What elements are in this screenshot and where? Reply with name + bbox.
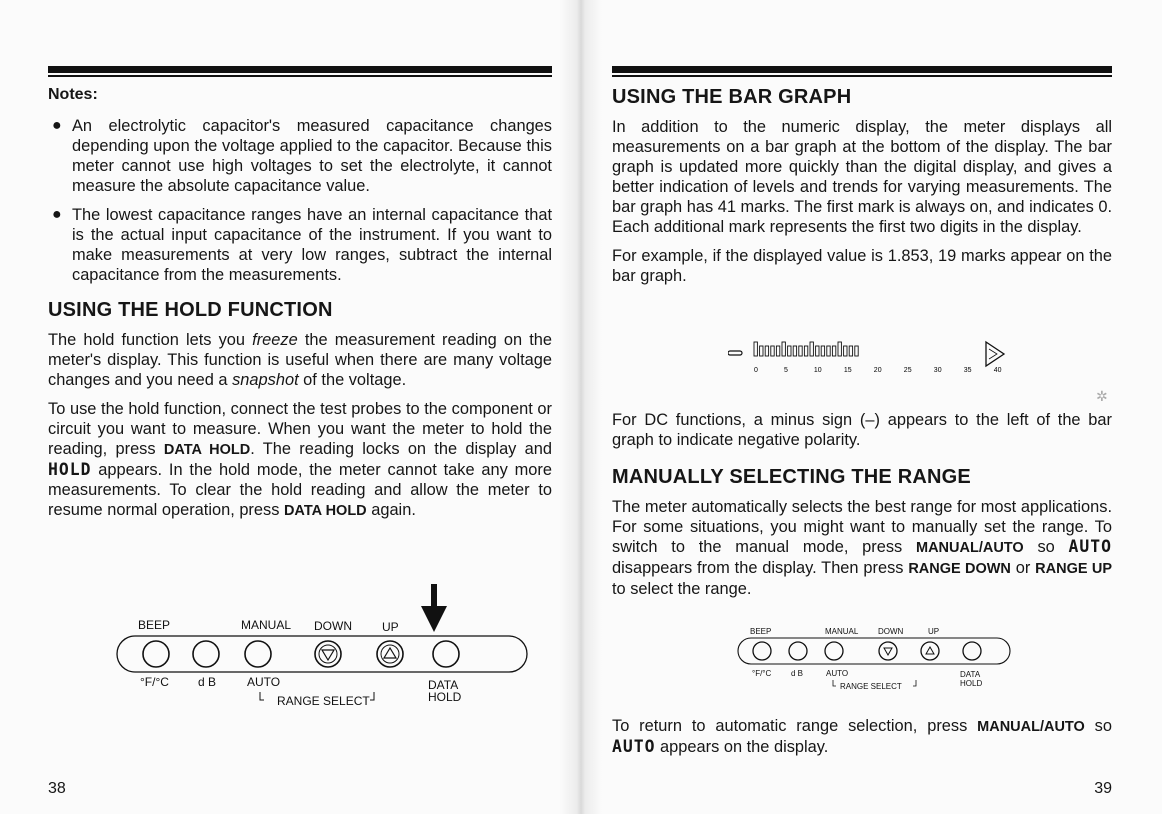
bar-mark	[804, 346, 807, 356]
button-panel-svg	[112, 582, 552, 712]
range-down-button[interactable]	[315, 641, 341, 667]
text-run: The meter automatically selects the best range for most applications. For some situations, you might want to manually set the range. To switch to the manual mode, press	[612, 498, 1112, 556]
label-auto: AUTO	[826, 669, 849, 678]
bar-mark	[816, 346, 819, 356]
notes-list	[48, 116, 552, 285]
left-content	[48, 86, 552, 530]
lcd-hold: HOLD	[48, 460, 92, 479]
left-page	[48, 0, 552, 814]
hold-function-heading: USING THE HOLD FUNCTION	[48, 299, 333, 321]
label-db: d B	[791, 669, 804, 678]
minus-sign-icon	[728, 351, 742, 355]
button-panel-small	[738, 622, 1018, 698]
header-rule	[48, 66, 552, 73]
page-number-left: 38	[48, 780, 66, 797]
bar-scale-label: 20	[873, 367, 882, 374]
manual-auto-button[interactable]	[245, 641, 271, 667]
text-run: appears. In the hold mode, the meter cannot take any more measurements. To clear the hold reading and allow the meter to resume normal operation, press	[48, 461, 552, 519]
range-up-button[interactable]	[921, 642, 939, 660]
range-paragraph-2	[612, 716, 1112, 757]
label-data: DATA	[428, 678, 459, 692]
bar-mark	[754, 342, 757, 356]
key-range-down: RANGE DOWN	[908, 561, 1011, 577]
label-up: UP	[382, 620, 399, 634]
hold-paragraph-1	[48, 330, 552, 390]
range-paragraph-1	[612, 497, 1112, 599]
bar-scale-label: 15	[843, 367, 852, 374]
data-hold-button[interactable]	[963, 642, 981, 660]
text-run: . The reading locks on the display and	[250, 440, 552, 458]
note-item	[48, 205, 552, 285]
label-up: UP	[928, 627, 940, 636]
text-run: disappears from the display. Then press	[612, 559, 909, 577]
bar-scale	[754, 367, 1002, 374]
text-run: of the voltage.	[298, 371, 407, 389]
label-hold: HOLD	[428, 690, 462, 704]
bar-scale-label: 0	[754, 367, 758, 374]
bar-paragraph-1: In addition to the numeric display, the meter displays all measurements on a bar graph at the bottom of the display. The bar graph is updated more quickly than the digital display, and gives a better indication of levels and trends for varying measurements. The bar graph has 41 marks. The first mark is always on, and indicates 0. Each additional mark represents the first two digits in the display.	[612, 118, 1112, 236]
label-auto: AUTO	[247, 675, 281, 689]
key-manual-auto: MANUAL/AUTO	[916, 540, 1024, 556]
db-beep-button[interactable]	[789, 642, 807, 660]
label-data: DATA	[960, 670, 981, 679]
right-content	[612, 86, 1112, 295]
triangle-down-icon	[322, 650, 334, 660]
text-run: or	[1010, 559, 1036, 577]
bar-mark	[788, 346, 791, 356]
note-text: The lowest capacitance ranges have an internal capacitance that is the actual input capacitance of the instrument. If you want to make measurements at very low ranges, subtract the internal capacitance from the measurements.	[72, 206, 552, 284]
bar-marks	[754, 342, 858, 356]
bar-mark	[855, 346, 858, 356]
bar-mark	[776, 346, 779, 356]
key-data-hold: DATA HOLD	[283, 503, 367, 519]
bar-graph-heading: USING THE BAR GRAPH	[612, 86, 852, 108]
page-gutter	[560, 0, 602, 814]
label-hold: HOLD	[960, 679, 983, 688]
bar-mark	[832, 346, 835, 356]
label-down: DOWN	[878, 627, 904, 636]
bar-scale-label: 25	[903, 367, 912, 374]
label-temp: °F/°C	[140, 675, 169, 689]
text-run: To return to automatic range selection, press	[612, 717, 978, 735]
label-range-select: RANGE SELECT	[277, 694, 370, 708]
bar-mark	[844, 346, 847, 356]
key-range-up: RANGE UP	[1035, 561, 1112, 577]
label-temp: °F/°C	[752, 669, 772, 678]
notes-heading: Notes:	[48, 86, 98, 103]
bar-mark	[810, 342, 813, 356]
bar-graph-figure	[728, 338, 1018, 395]
bar-mark	[771, 346, 774, 356]
bar-scale-label: 35	[963, 367, 972, 374]
header-rule	[612, 66, 1112, 73]
bullet-icon: ●	[52, 206, 62, 223]
button-panel-large	[112, 582, 552, 712]
bar-mark	[821, 346, 824, 356]
bar-mark	[849, 346, 852, 356]
note-item	[48, 116, 552, 196]
speck-mark: ✲	[1096, 388, 1108, 404]
button-panel-small-svg	[738, 622, 1018, 698]
overrange-arrow-icon	[986, 342, 1004, 366]
lcd-auto: AUTO	[1068, 537, 1113, 556]
bar-mark	[782, 342, 785, 356]
bar-mark	[793, 346, 796, 356]
range-down-button[interactable]	[879, 642, 897, 660]
bar-scale-label: 30	[933, 367, 942, 374]
triangle-up-icon	[384, 648, 396, 658]
page-number-right: 39	[1094, 780, 1112, 797]
bullet-icon: ●	[52, 117, 62, 134]
triangle-up-icon	[926, 647, 934, 654]
bar-mark	[765, 346, 768, 356]
bar-paragraph-3: For DC functions, a minus sign (–) appears to the left of the bar graph to indicate negative polarity.	[612, 411, 1112, 449]
triangle-down-icon	[884, 648, 892, 655]
right-content-lower	[612, 410, 1112, 608]
bar-scale-label: 10	[813, 367, 822, 374]
text-run: The hold function lets you	[48, 331, 253, 349]
right-content-bottom	[612, 716, 1112, 766]
button-housing	[117, 636, 527, 672]
text-run: appears on the display.	[655, 738, 829, 756]
key-manual-auto: MANUAL/AUTO	[977, 719, 1085, 735]
right-page	[612, 0, 1112, 814]
bar-mark	[838, 342, 841, 356]
bar-scale-label: 40	[993, 367, 1002, 374]
bar-mark	[760, 346, 763, 356]
text-run: the measurement reading on the meter's display. This function is useful when there are many voltage changes and you need a	[48, 331, 552, 389]
text-run: to select the range.	[612, 580, 752, 598]
db-beep-button[interactable]	[193, 641, 219, 667]
label-manual: MANUAL	[241, 618, 292, 632]
hold-paragraph-2	[48, 399, 552, 521]
text-run: again.	[366, 501, 416, 519]
note-text: An electrolytic capacitor's measured capacitance changes depending upon the voltage applied to the capacitor. Because this meter cannot use high voltages to set the electrolyte, it cannot measure the absolute capacitance value.	[72, 117, 552, 195]
bar-mark	[827, 346, 830, 356]
label-beep: BEEP	[138, 618, 171, 632]
beep-temp-button[interactable]	[753, 642, 771, 660]
emphasis-snapshot: snapshot	[232, 371, 299, 389]
label-beep: BEEP	[750, 627, 772, 636]
text-run: so	[1084, 717, 1112, 735]
label-db: d B	[198, 675, 217, 689]
label-manual: MANUAL	[825, 627, 859, 636]
data-hold-button[interactable]	[433, 641, 459, 667]
bar-mark	[799, 346, 802, 356]
text-run: so	[1023, 538, 1069, 556]
text-run: To use the hold function, connect the test probes to the component or circuit you want to measure. When you want the meter to hold the reading, press	[48, 400, 552, 458]
range-up-button[interactable]	[377, 641, 403, 667]
beep-temp-button[interactable]	[143, 641, 169, 667]
bar-paragraph-2: For example, if the displayed value is 1.853, 19 marks appear on the bar graph.	[612, 247, 1112, 285]
down-arrow-icon	[421, 584, 447, 632]
label-range-select: RANGE SELECT	[840, 682, 902, 691]
bar-graph-svg	[728, 338, 1018, 390]
key-data-hold: DATA HOLD	[163, 442, 251, 458]
emphasis-freeze: freeze	[252, 331, 298, 349]
manual-auto-button[interactable]	[825, 642, 843, 660]
arrow-inner-icon	[989, 349, 997, 359]
label-down: DOWN	[314, 619, 352, 633]
lcd-auto: AUTO	[612, 737, 656, 756]
bar-scale-label: 5	[784, 367, 788, 374]
range-heading: MANUALLY SELECTING THE RANGE	[612, 466, 971, 488]
